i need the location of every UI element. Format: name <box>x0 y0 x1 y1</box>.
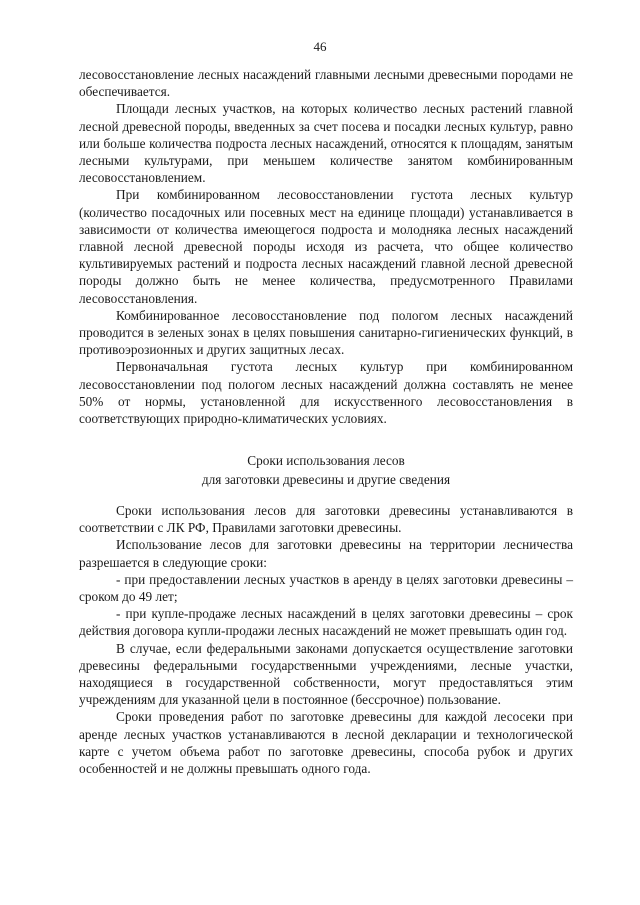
paragraph: В случае, если федеральными законами допускается осуществление заготовки древесины федеральными государственными учреждениями, лесные участки, находящиеся в государственной собственности, могут предоставляться этим учреждениям для указанной цели в постоянное (бессрочное) пользование. <box>79 640 573 708</box>
list-item: - при купле-продаже лесных насаждений в целях заготовки древесины – срок действия договора купли-продажи лесных насаждений не может превышать один год. <box>79 606 573 639</box>
paragraph: Сроки проведения работ по заготовке древесины для каждой лесосеки при аренде лесных участков устанавливаются в лесной декларации и технологической карте с учетом объема работ по заготовке древесины, способа рубок и других особенностей и не должны превышать одного года. <box>79 709 573 777</box>
paragraph: Использование лесов для заготовки древесины на территории лесничества разрешается в следующие сроки: <box>79 537 573 570</box>
paragraph: Первоначальная густота лесных культур при комбинированном лесовосстановлении под пологом лесных насаждений должна составлять не менее 50% от нормы, установленной для искусственного лесовосстановления в соответствующих природно-климатических условиях. <box>79 359 573 427</box>
section-sroki <box>79 502 573 777</box>
heading-line: для заготовки древесины и другие сведения <box>201 472 451 487</box>
list-item: - при предоставлении лесных участков в аренду в целях заготовки древесины – сроком до 49 лет; <box>79 571 573 605</box>
paragraph: При комбинированном лесовосстановлении густота лесных культур (количество посадочных или посевных мест на единице площади) устанавливается в зависимости от количества имеющегося подроста и молодняка лесных насаждений главной лесной древесной породы исходя из расчета, что общее количество культивируемых растений и подроста лесных насаждений главной лесной древесной породы должно быть не менее количества, предусмотренного Правилами лесовосстановления. <box>79 187 573 306</box>
heading-line: Сроки использования лесов <box>247 453 405 468</box>
paragraph: Площади лесных участков, на которых количество лесных растений главной лесной древесной породы, введенных за счет посева и посадки лесных культур, равно или больше количества подроста лесных насаждений, относятся к площадям, занятым лесными культурами, при меньшем количестве занятом комбинированным лесовосстановлением. <box>79 101 573 186</box>
paragraph: Комбинированное лесовосстановление под пологом лесных насаждений проводится в зеленых зонах в целях повышения санитарно-гигиенических функций, в противоэрозионных и других защитных лесах. <box>79 307 573 358</box>
section-lesovosstanovlenie <box>79 66 573 427</box>
paragraph: лесовосстановление лесных насаждений главными лесными древесными породами не обеспечивается. <box>79 67 573 100</box>
paragraph: Сроки использования лесов для заготовки древесины устанавливаются в соответствии с ЛК РФ, Правилами заготовки древесины. <box>79 503 573 536</box>
section-heading <box>79 451 573 489</box>
page-number: 46 <box>313 39 327 54</box>
